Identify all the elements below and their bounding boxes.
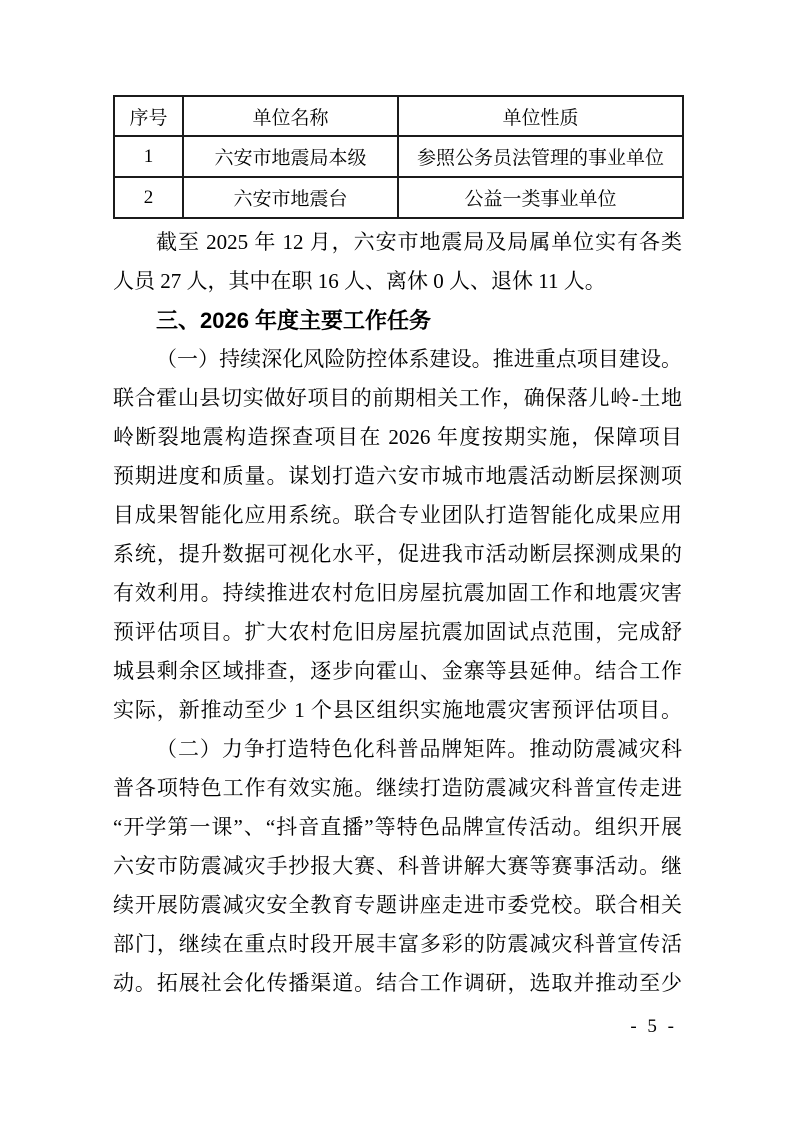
table-header-cell: 单位性质 [398,96,683,136]
text-line: 部门，继续在重点时段开展丰富多彩的防震减灾科普宣传活 [113,932,682,956]
text-line: 人员 27 人，其中在职 16 人、离休 0 人、退休 11 人。 [113,269,606,293]
text-line: 有效利用。持续推进农村危旧房屋抗震加固工作和地震灾害 [113,581,682,605]
text-line: 续开展防震减灾安全教育专题讲座走进市委党校。联合相关 [113,893,682,917]
units-table-head [114,96,683,136]
text-line: 六安市防震减灾手抄报大赛、科普讲解大赛等赛事活动。继 [113,854,682,878]
text-line: 岭断裂地震构造探查项目在 2026 年度按期实施，保障项目 [113,425,682,449]
table-header-cell: 单位名称 [183,96,398,136]
page-number: - 5 - [630,1016,677,1037]
text-line: 动。拓展社会化传播渠道。结合工作调研，选取并推动至少 [113,971,682,995]
text-line: 普各项特色工作有效实施。继续打造防震减灾科普宣传走进 [113,776,682,800]
table-cell: 2 [114,177,183,218]
text-line: “开学第一课”、“抖音直播”等特色品牌宣传活动。组织开展 [113,815,682,839]
table-header-cell: 序号 [114,96,183,136]
section-heading: 三、2026 年度主要工作任务 [156,308,432,333]
body-text [113,223,682,1003]
text-line: （一）持续深化风险防控体系建设。推进重点项目建设。 [156,347,682,371]
text-line: 实际，新推动至少 1 个县区组织实施地震灾害预评估项目。 [113,698,682,722]
table-header-row [114,96,683,136]
table-cell: 1 [114,136,183,177]
text-line: 预评估项目。扩大农村危旧房屋抗震加固试点范围，完成舒 [113,620,682,644]
table-row [114,136,683,177]
table-cell: 六安市地震台 [183,177,398,218]
text-line: 城县剩余区域排查，逐步向霍山、金寨等县延伸。结合工作 [113,659,682,683]
text-line: 目成果智能化应用系统。联合专业团队打造智能化成果应用 [113,503,682,527]
text-line: 截至 2025 年 12 月，六安市地震局及局属单位实有各类 [156,230,682,254]
text-line: 系统，提升数据可视化水平，促进我市活动断层探测成果的 [113,542,682,566]
text-line: 联合霍山县切实做好项目的前期相关工作，确保落儿岭-土地 [113,386,682,410]
table-cell: 六安市地震局本级 [183,136,398,177]
table-cell: 参照公务员法管理的事业单位 [398,136,683,177]
table-cell: 公益一类事业单位 [398,177,683,218]
table-row [114,177,683,218]
units-table [113,95,684,219]
text-line: 预期进度和质量。谋划打造六安市城市地震活动断层探测项 [113,464,682,488]
units-table-body [114,136,683,218]
page-content [113,95,682,1003]
text-line: （二）力争打造特色化科普品牌矩阵。推动防震减灾科 [156,737,682,761]
